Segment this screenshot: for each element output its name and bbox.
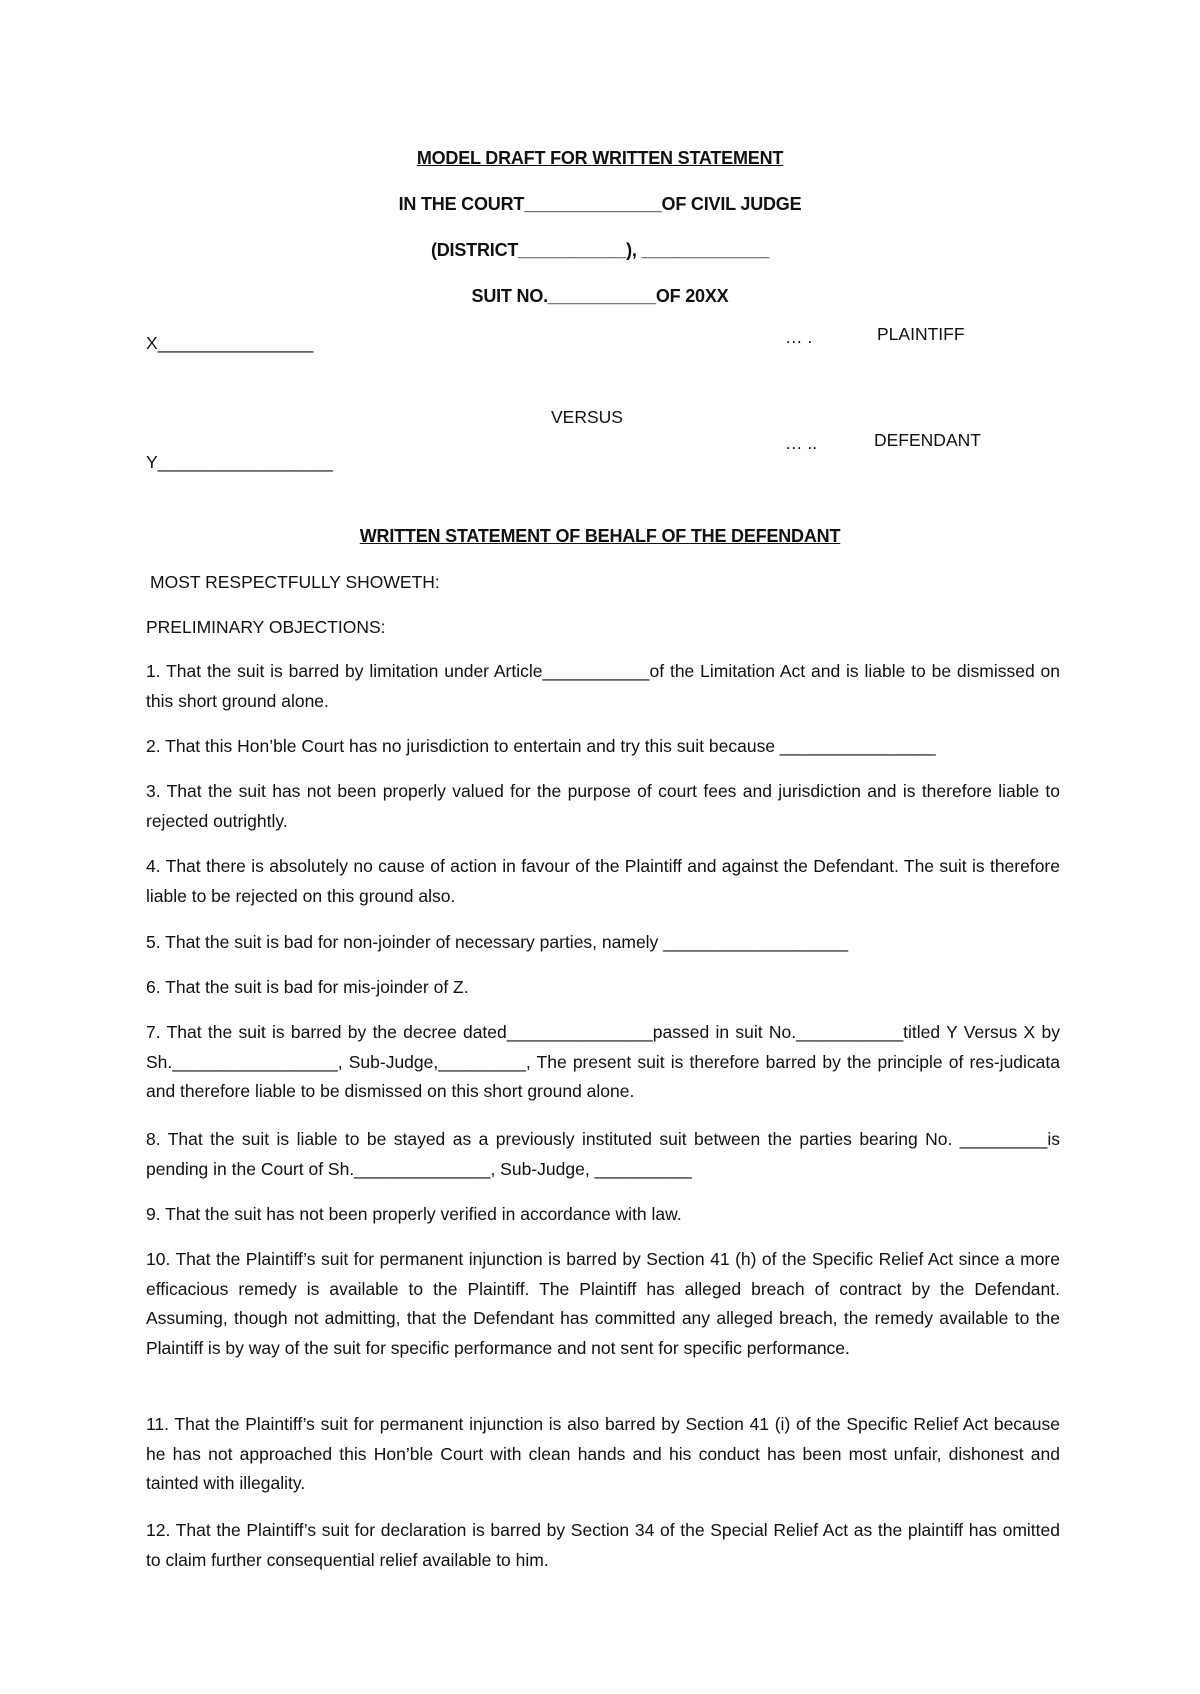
objections-heading: PRELIMINARY OBJECTIONS: [146, 617, 386, 637]
district-line: (DISTRICT___________), _____________ [430, 240, 770, 260]
objection-paragraph-2: 2. That this Hon’ble Court has no jurisdiction to entertain and try this suit because ________________ [146, 736, 936, 756]
defendant-label: DEFENDANT [874, 430, 981, 450]
plaintiff-dots: … . [785, 327, 813, 347]
defendant-name: Y__________________ [146, 452, 333, 472]
document-title: MODEL DRAFT FOR WRITTEN STATEMENT [416, 148, 784, 168]
showeth-line: MOST RESPECTFULLY SHOWETH: [150, 572, 440, 592]
suit-number-line: SUIT NO.___________OF 20XX [471, 286, 729, 306]
court-line: IN THE COURT______________OF CIVIL JUDGE [398, 194, 802, 214]
plaintiff-name: X________________ [146, 333, 314, 353]
objection-paragraph-3: 3. That the suit has not been properly valued for the purpose of court fees and jurisdiction and is therefore liable to rejected outrightly. [146, 781, 1060, 831]
objection-paragraph-11: 11. That the Plaintiff’s suit for permanent injunction is also barred by Section 41 (i) of the Specific Relief Act because he has not approached this Hon’ble Court with clean hands and his conduct has been most unfair, dishonest and tainted with illegality. [146, 1414, 1060, 1493]
objection-paragraph-6: 6. That the suit is bad for mis-joinder of Z. [146, 977, 469, 997]
objection-paragraph-1: 1. That the suit is barred by limitation under Article___________of the Limitation Act and is liable to be dismissed on this short ground alone. [146, 661, 1060, 711]
objection-paragraph-10: 10. That the Plaintiff’s suit for permanent injunction is barred by Section 41 (h) of the Specific Relief Act since a more efficacious remedy is available to the Plaintiff. The Plaintiff has alleged breach of contract by the Defendant. Assuming, though not admitting, that the Defendant has committed any alleged breach, the remedy available to the Plaintiff is by way of the suit for specific performance and not sent for specific performance. [146, 1249, 1060, 1358]
objection-paragraph-9: 9. That the suit has not been properly verified in accordance with law. [146, 1204, 682, 1224]
objection-paragraph-4: 4. That there is absolutely no cause of action in favour of the Plaintiff and against the Defendant. The suit is therefore liable to be rejected on this ground also. [146, 856, 1060, 906]
objection-paragraph-5: 5. That the suit is bad for non-joinder of necessary parties, namely ___________________ [146, 932, 849, 952]
plaintiff-label: PLAINTIFF [877, 324, 965, 344]
defendant-dots: … .. [785, 433, 818, 453]
objection-paragraph-12: 12. That the Plaintiff’s suit for declaration is barred by Section 34 of the Special Relief Act as the plaintiff has omitted to claim further consequential relief available to him. [146, 1520, 1060, 1570]
section-heading: WRITTEN STATEMENT OF BEHALF OF THE DEFENDANT [359, 526, 841, 546]
objection-paragraph-7: 7. That the suit is barred by the decree dated_______________passed in suit No.___________titled Y Versus X by Sh._________________, Sub-Judge,_________, The present suit is therefore barred by the principle of res-judicata and therefore liable to be dismissed on this short ground alone. [146, 1022, 1060, 1101]
objection-paragraph-8: 8. That the suit is liable to be stayed as a previously instituted suit between the parties bearing No. _________is pending in the Court of Sh.______________, Sub-Judge, __________ [146, 1129, 1060, 1179]
versus-label: VERSUS [551, 407, 623, 427]
